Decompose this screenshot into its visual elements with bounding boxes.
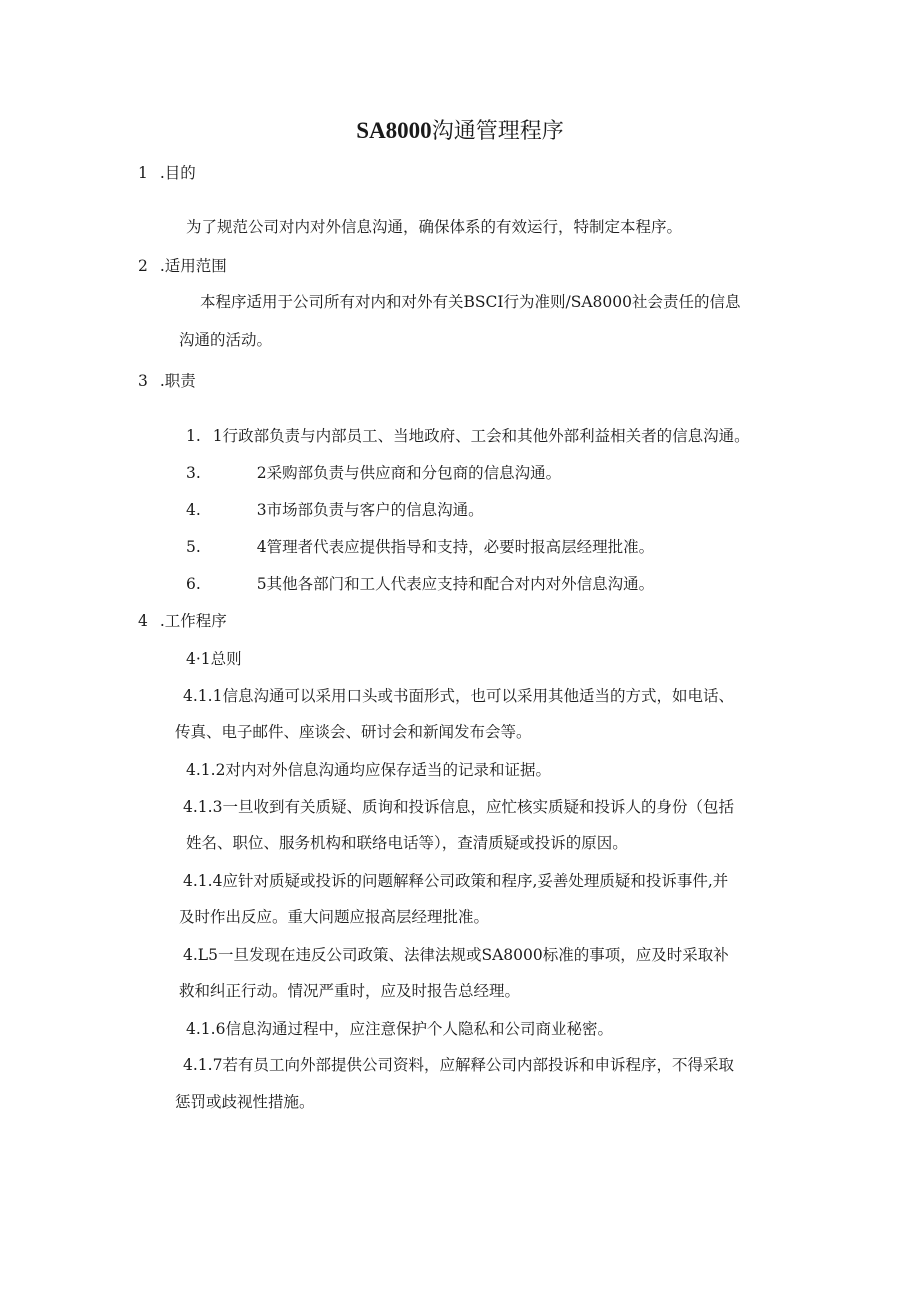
section-3-heading — [138, 371, 196, 391]
duty-item-3 — [186, 500, 484, 520]
title-code: SA8000 — [356, 118, 432, 143]
duty-item-number: 5. — [186, 538, 201, 556]
section-label: .工作程序 — [159, 612, 227, 630]
duty-item-number: 4. — [186, 501, 201, 519]
clause-4-1-6: 4.1.6信息沟通过程中，应注意保护个人隐私和公司商业秘密。 — [186, 1020, 613, 1038]
duty-item-5 — [186, 574, 654, 594]
clause-4-1-4-line-2: 及时作出反应。重大问题应报高层经理批准。 — [179, 908, 490, 926]
duty-item-number: 3. — [186, 464, 201, 482]
duty-item-text: 3市场部负责与客户的信息沟通。 — [256, 501, 484, 519]
section-2-text-line-2: 沟通的活动。 — [179, 331, 273, 349]
clause-4-1-7-line-1: 4.1.7若有员工向外部提供公司资料，应解释公司内部投诉和申诉程序，不得采取 — [183, 1056, 734, 1074]
clause-4-1-3-line-1: 4.1.3一旦收到有关质疑、质询和投诉信息，应忙核实质疑和投诉人的身份（包括 — [183, 798, 734, 816]
document-title — [0, 116, 920, 147]
title-text: 沟通管理程序 — [431, 119, 564, 144]
clause-4-1-1-line-1: 4.1.1信息沟通可以采用口头或书面形式，也可以采用其他适当的方式，如电话、 — [183, 687, 734, 705]
duty-item-1 — [186, 426, 750, 446]
section-1-text: 为了规范公司对内对外信息沟通，确保体系的有效运行，特制定本程序。 — [186, 218, 683, 236]
section-number: 1 — [138, 164, 148, 182]
clause-4-1-5-line-2: 救和纠正行动。情况严重时，应及时报告总经理。 — [179, 982, 521, 1000]
duty-item-4 — [186, 537, 654, 557]
duty-item-number: 1. — [186, 427, 201, 445]
clause-4-1-7-line-2: 惩罚或歧视性措施。 — [175, 1093, 315, 1111]
section-4-heading — [138, 611, 227, 631]
clause-4-1-1-line-2: 传真、电子邮件、座谈会、研讨会和新闻发布会等。 — [175, 723, 532, 741]
clause-4-1-2: 4.1.2对内对外信息沟通均应保存适当的记录和证据。 — [186, 761, 551, 779]
clause-4-1-4-line-1: 4.1.4应针对质疑或投诉的问题解释公司政策和程序,妥善处理质疑和投诉事件,并 — [183, 872, 729, 890]
duty-item-text: 1行政部负责与内部员工、当地政府、工会和其他外部利益相关者的信息沟通。 — [212, 427, 750, 445]
duty-item-text: 4管理者代表应提供指导和支持，必要时报高层经理批准。 — [256, 538, 655, 556]
section-label: .适用范围 — [159, 257, 227, 275]
section-number: 4 — [138, 612, 148, 630]
duty-item-2 — [186, 463, 561, 483]
section-number: 2 — [138, 257, 148, 275]
duty-item-text: 5其他各部门和工人代表应支持和配合对内对外信息沟通。 — [256, 575, 655, 593]
section-number: 3 — [138, 372, 148, 390]
duty-item-text: 2采购部负责与供应商和分包商的信息沟通。 — [256, 464, 562, 482]
section-2-text-line-1: 本程序适用于公司所有对内和对外有关BSCI行为准则/SA8000社会责任的信息 — [200, 293, 741, 311]
section-2-heading — [138, 256, 227, 276]
section-label: .目的 — [159, 164, 196, 182]
clause-4-1-3-line-2: 姓名、职位、服务机构和联络电话等），查清质疑或投诉的原因。 — [186, 834, 628, 852]
clause-4-1-5-line-1: 4.L5一旦发现在违反公司政策、法律法规或SA8000标准的事项，应及时采取补 — [183, 946, 729, 964]
section-label: .职责 — [159, 372, 196, 390]
subsection-heading: 4·1总则 — [186, 650, 242, 668]
section-1-heading — [138, 163, 196, 183]
duty-item-number: 6. — [186, 575, 201, 593]
